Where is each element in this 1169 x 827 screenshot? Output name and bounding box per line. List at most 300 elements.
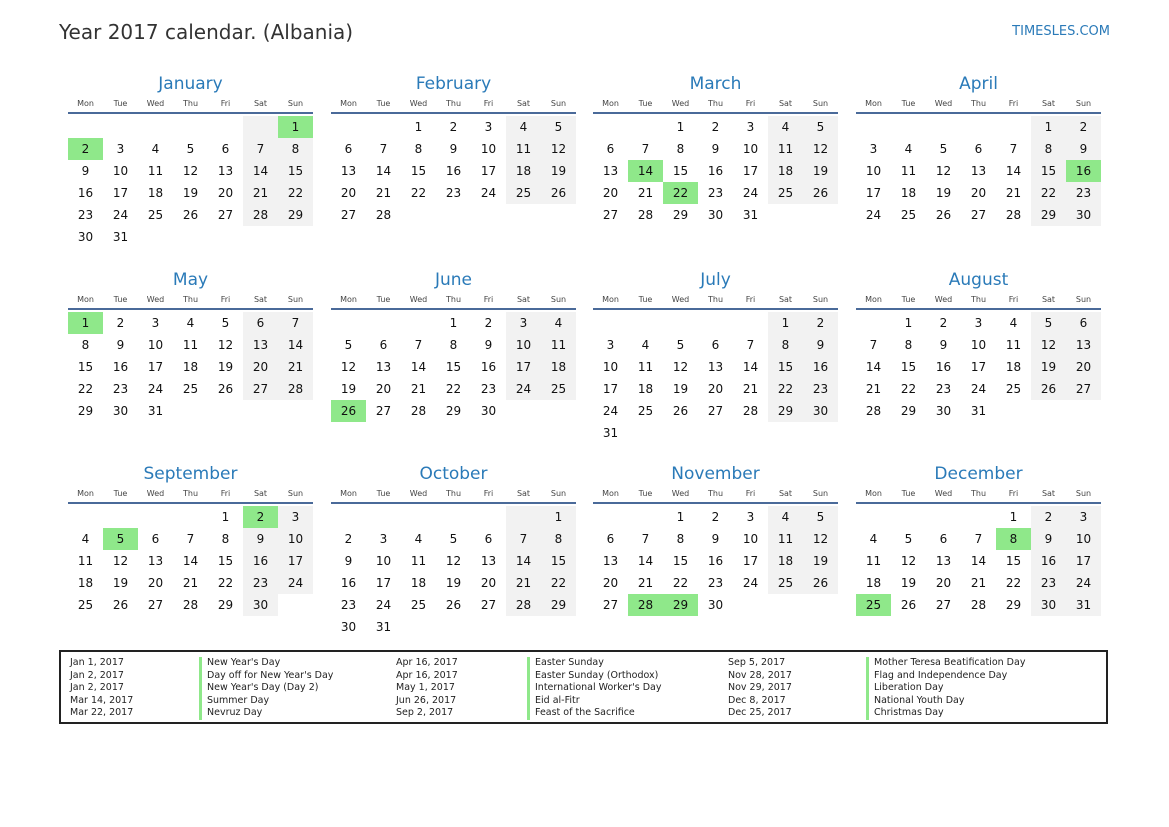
day-cell: 6: [974, 142, 983, 156]
day-cell: 14: [375, 164, 392, 178]
day-cell: 18: [541, 356, 576, 378]
month-name: September: [143, 464, 238, 484]
empty-cell: [366, 116, 401, 138]
weekday-header: Thu: [173, 292, 208, 310]
day-cell: 7: [1009, 142, 1018, 156]
day-cell: 11: [541, 334, 576, 356]
weekday-header: Mon: [68, 292, 103, 310]
day-cell: 28: [506, 594, 541, 616]
day-cell: 10: [112, 164, 129, 178]
day-cell: 16: [243, 550, 278, 572]
holiday-name: National Youth Day: [866, 695, 1025, 708]
holiday-day-cell: 25: [856, 594, 891, 616]
weekday-header: Sun: [803, 486, 838, 504]
weekday-header: Tue: [366, 486, 401, 504]
day-cell: 4: [904, 142, 913, 156]
holiday-date: May 1, 2017: [396, 682, 455, 694]
holiday-dates-column: [70, 657, 133, 720]
day-cell: 11: [182, 338, 199, 352]
weekday-header: Thu: [436, 96, 471, 114]
day-cell: 4: [151, 142, 160, 156]
holiday-date: Dec 8, 2017: [728, 694, 786, 706]
holiday-date: Jan 2, 2017: [70, 682, 124, 694]
weekday-header: Fri: [996, 292, 1031, 310]
day-cell: 10: [1066, 528, 1101, 550]
empty-cell: [68, 506, 103, 528]
day-cell: 9: [243, 528, 278, 550]
day-cell: 28: [410, 404, 427, 418]
day-cell: 27: [147, 598, 164, 612]
day-cell: 21: [278, 356, 313, 378]
empty-cell: [628, 506, 663, 528]
weekday-header: Fri: [208, 486, 243, 504]
day-cell: 20: [602, 186, 619, 200]
day-cell: 24: [742, 576, 759, 590]
day-cell: 21: [182, 576, 199, 590]
empty-cell: [628, 312, 663, 334]
day-cell: 5: [221, 316, 230, 330]
weekday-header: Tue: [103, 486, 138, 504]
day-cell: 15: [278, 160, 313, 182]
day-cell: 30: [112, 404, 129, 418]
empty-cell: [733, 312, 768, 334]
holiday-day-cell: 28: [628, 594, 663, 616]
day-cell: 12: [182, 164, 199, 178]
weekday-header: Sat: [1031, 96, 1066, 114]
day-cell: 12: [1031, 334, 1066, 356]
day-cell: 6: [939, 532, 948, 546]
day-cell: 19: [803, 550, 838, 572]
day-cell: 12: [803, 528, 838, 550]
day-cell: 12: [112, 554, 129, 568]
weekday-header: Sun: [803, 292, 838, 310]
month-name: July: [700, 270, 731, 290]
holiday-day-cell: 29: [663, 594, 698, 616]
holiday-date: Jun 26, 2017: [396, 694, 457, 706]
day-cell: 24: [278, 572, 313, 594]
day-cell: 30: [935, 404, 952, 418]
day-cell: 8: [221, 532, 230, 546]
day-cell: 1: [676, 510, 685, 524]
day-cell: 3: [151, 316, 160, 330]
day-cell: 12: [672, 360, 689, 374]
weekday-header: Sat: [243, 292, 278, 310]
day-cell: 10: [506, 334, 541, 356]
weekday-header: Sun: [278, 96, 313, 114]
month-name: March: [689, 74, 742, 94]
weekday-header: Wed: [401, 486, 436, 504]
day-cell: 10: [970, 338, 987, 352]
day-cell: 12: [445, 554, 462, 568]
day-cell: 3: [606, 338, 615, 352]
day-cell: 18: [1005, 360, 1022, 374]
weekday-header: Fri: [471, 96, 506, 114]
day-cell: 12: [935, 164, 952, 178]
holiday-name: Flag and Independence Day: [866, 670, 1025, 683]
weekday-header: Tue: [628, 292, 663, 310]
day-cell: 21: [637, 186, 654, 200]
holiday-date: Sep 5, 2017: [728, 657, 786, 668]
day-cell: 7: [379, 142, 388, 156]
empty-cell: [173, 116, 208, 138]
day-cell: 8: [278, 138, 313, 160]
day-cell: 19: [112, 576, 129, 590]
holiday-name: Eid al-Fitr: [527, 695, 661, 708]
day-cell: 15: [672, 164, 689, 178]
empty-cell: [506, 506, 541, 528]
day-cell: 27: [602, 208, 619, 222]
holiday-name: Easter Sunday (Orthodox): [527, 670, 661, 683]
day-cell: 25: [1005, 382, 1022, 396]
day-cell: 27: [935, 598, 952, 612]
empty-cell: [138, 116, 173, 138]
day-cell: 16: [707, 554, 724, 568]
day-cell: 21: [506, 572, 541, 594]
month-may: [68, 268, 313, 422]
day-cell: 15: [672, 554, 689, 568]
day-cell: 18: [77, 576, 94, 590]
day-cell: 24: [1066, 572, 1101, 594]
holiday-name: Summer Day: [199, 695, 333, 708]
day-cell: 6: [484, 532, 493, 546]
day-cell: 17: [480, 164, 497, 178]
day-cell: 28: [970, 598, 987, 612]
day-cell: 29: [445, 404, 462, 418]
holiday-day-cell: 22: [663, 182, 698, 204]
day-cell: 5: [803, 506, 838, 528]
month-april: [856, 72, 1101, 226]
day-cell: 8: [449, 338, 458, 352]
day-cell: 20: [375, 382, 392, 396]
day-cell: 6: [243, 312, 278, 334]
day-cell: 3: [484, 120, 493, 134]
day-cell: 16: [445, 164, 462, 178]
day-cell: 25: [147, 208, 164, 222]
day-cell: 1: [414, 120, 423, 134]
day-cell: 11: [768, 138, 803, 160]
day-cell: 8: [541, 528, 576, 550]
day-cell: 11: [900, 164, 917, 178]
month-october: [331, 462, 576, 638]
day-cell: 10: [375, 554, 392, 568]
day-cell: 14: [410, 360, 427, 374]
holiday-name: International Worker's Day: [527, 682, 661, 695]
month-days-grid: [331, 292, 576, 422]
day-cell: 23: [480, 382, 497, 396]
empty-cell: [366, 312, 401, 334]
day-cell: 31: [1066, 594, 1101, 616]
day-cell: 17: [1066, 550, 1101, 572]
day-cell: 26: [803, 572, 838, 594]
day-cell: 6: [344, 142, 353, 156]
weekday-header: Sat: [768, 96, 803, 114]
empty-cell: [593, 116, 628, 138]
day-cell: 3: [379, 532, 388, 546]
weekday-header: Sun: [278, 486, 313, 504]
empty-cell: [628, 116, 663, 138]
month-july: [593, 268, 838, 444]
day-cell: 1: [221, 510, 230, 524]
weekday-header: Sun: [541, 486, 576, 504]
day-cell: 1: [541, 506, 576, 528]
day-cell: 21: [243, 182, 278, 204]
day-cell: 2: [939, 316, 948, 330]
day-cell: 22: [410, 186, 427, 200]
day-cell: 2: [344, 532, 353, 546]
day-cell: 29: [1005, 598, 1022, 612]
day-cell: 17: [742, 554, 759, 568]
day-cell: 22: [77, 382, 94, 396]
day-cell: 2: [449, 120, 458, 134]
day-cell: 25: [768, 182, 803, 204]
weekday-header: Tue: [891, 486, 926, 504]
weekday-header: Wed: [401, 96, 436, 114]
empty-cell: [243, 116, 278, 138]
day-cell: 21: [375, 186, 392, 200]
site-link[interactable]: TIMESLES.COM: [1012, 24, 1110, 39]
weekday-header: Sun: [1066, 96, 1101, 114]
holiday-name: Easter Sunday: [527, 657, 661, 670]
month-days-grid: [856, 292, 1101, 422]
day-cell: 9: [484, 338, 493, 352]
day-cell: 4: [414, 532, 423, 546]
empty-cell: [208, 116, 243, 138]
holiday-day-cell: 1: [68, 312, 103, 334]
weekday-header: Wed: [926, 96, 961, 114]
weekday-header: Sun: [278, 292, 313, 310]
weekday-header: Sat: [506, 96, 541, 114]
month-name: December: [934, 464, 1023, 484]
weekday-header: Sun: [803, 96, 838, 114]
weekday-header: Sat: [768, 486, 803, 504]
weekday-header: Wed: [138, 292, 173, 310]
month-name: January: [158, 74, 223, 94]
day-cell: 24: [112, 208, 129, 222]
day-cell: 31: [742, 208, 759, 222]
day-cell: 26: [1031, 378, 1066, 400]
weekday-header: Mon: [593, 292, 628, 310]
day-cell: 14: [278, 334, 313, 356]
day-cell: 18: [768, 550, 803, 572]
day-cell: 15: [541, 550, 576, 572]
day-cell: 18: [182, 360, 199, 374]
holiday-date: Jan 2, 2017: [70, 669, 124, 681]
day-cell: 11: [1005, 338, 1022, 352]
day-cell: 20: [935, 576, 952, 590]
weekday-header: Wed: [138, 96, 173, 114]
weekday-header: Fri: [996, 96, 1031, 114]
weekday-header: Wed: [401, 292, 436, 310]
day-cell: 6: [221, 142, 230, 156]
day-cell: 28: [742, 404, 759, 418]
holiday-name: Nevruz Day: [199, 707, 333, 720]
weekday-header: Fri: [733, 292, 768, 310]
day-cell: 9: [1031, 528, 1066, 550]
day-cell: 26: [182, 208, 199, 222]
day-cell: 27: [217, 208, 234, 222]
day-cell: 17: [112, 186, 129, 200]
holiday-names-column: [527, 657, 661, 720]
day-cell: 8: [81, 338, 90, 352]
day-cell: 27: [1066, 378, 1101, 400]
weekday-header: Thu: [173, 96, 208, 114]
day-cell: 14: [182, 554, 199, 568]
day-cell: 11: [77, 554, 94, 568]
empty-cell: [138, 506, 173, 528]
day-cell: 26: [541, 182, 576, 204]
weekday-header: Wed: [663, 486, 698, 504]
weekday-header: Tue: [891, 292, 926, 310]
day-cell: 30: [803, 400, 838, 422]
weekday-header: Tue: [366, 96, 401, 114]
empty-cell: [698, 312, 733, 334]
day-cell: 17: [602, 382, 619, 396]
day-cell: 6: [606, 532, 615, 546]
day-cell: 29: [900, 404, 917, 418]
empty-cell: [856, 506, 891, 528]
day-cell: 13: [147, 554, 164, 568]
month-days-grid: [593, 96, 838, 226]
day-cell: 10: [147, 338, 164, 352]
day-cell: 24: [147, 382, 164, 396]
day-cell: 8: [904, 338, 913, 352]
day-cell: 4: [506, 116, 541, 138]
month-days-grid: [593, 292, 838, 444]
holiday-date: Nov 29, 2017: [728, 682, 792, 694]
day-cell: 21: [742, 382, 759, 396]
day-cell: 9: [803, 334, 838, 356]
weekday-header: Wed: [138, 486, 173, 504]
day-cell: 11: [637, 360, 654, 374]
day-cell: 12: [803, 138, 838, 160]
weekday-header: Tue: [628, 486, 663, 504]
day-cell: 24: [970, 382, 987, 396]
weekday-header: Thu: [173, 486, 208, 504]
day-cell: 30: [707, 208, 724, 222]
day-cell: 17: [375, 576, 392, 590]
weekday-header: Thu: [698, 96, 733, 114]
day-cell: 30: [1066, 204, 1101, 226]
day-cell: 2: [484, 316, 493, 330]
day-cell: 6: [711, 338, 720, 352]
weekday-header: Fri: [996, 486, 1031, 504]
month-days-grid: [331, 96, 576, 226]
weekday-header: Thu: [436, 292, 471, 310]
day-cell: 21: [865, 382, 882, 396]
page-title: Year 2017 calendar. (Albania): [59, 20, 354, 44]
weekday-header: Mon: [331, 96, 366, 114]
day-cell: 28: [182, 598, 199, 612]
holiday-date: Sep 2, 2017: [396, 707, 454, 719]
day-cell: 17: [506, 356, 541, 378]
day-cell: 23: [707, 186, 724, 200]
day-cell: 6: [151, 532, 160, 546]
weekday-header: Wed: [926, 292, 961, 310]
holiday-day-cell: 16: [1066, 160, 1101, 182]
weekday-header: Mon: [856, 96, 891, 114]
day-cell: 21: [637, 576, 654, 590]
day-cell: 20: [1066, 356, 1101, 378]
day-cell: 31: [375, 620, 392, 634]
day-cell: 22: [1005, 576, 1022, 590]
weekday-header: Thu: [698, 292, 733, 310]
month-name: August: [948, 270, 1009, 290]
day-cell: 16: [707, 164, 724, 178]
day-cell: 1: [676, 120, 685, 134]
day-cell: 9: [449, 142, 458, 156]
weekday-header: Fri: [471, 486, 506, 504]
day-cell: 30: [1031, 594, 1066, 616]
day-cell: 18: [410, 576, 427, 590]
weekday-header: Wed: [663, 292, 698, 310]
day-cell: 29: [77, 404, 94, 418]
weekday-header: Sat: [506, 486, 541, 504]
holiday-day-cell: 5: [103, 528, 138, 550]
day-cell: 13: [340, 164, 357, 178]
weekday-header: Fri: [733, 96, 768, 114]
day-cell: 2: [803, 312, 838, 334]
day-cell: 23: [340, 598, 357, 612]
day-cell: 8: [676, 532, 685, 546]
holiday-dates-column: [728, 657, 792, 720]
month-days-grid: [856, 96, 1101, 226]
day-cell: 24: [602, 404, 619, 418]
day-cell: 13: [375, 360, 392, 374]
day-cell: 11: [506, 138, 541, 160]
day-cell: 31: [112, 230, 129, 244]
day-cell: 11: [768, 528, 803, 550]
day-cell: 18: [900, 186, 917, 200]
day-cell: 27: [602, 598, 619, 612]
weekday-header: Sat: [1031, 486, 1066, 504]
day-cell: 3: [746, 120, 755, 134]
day-cell: 3: [746, 510, 755, 524]
empty-cell: [891, 116, 926, 138]
day-cell: 26: [445, 598, 462, 612]
day-cell: 23: [77, 208, 94, 222]
day-cell: 27: [243, 378, 278, 400]
day-cell: 20: [147, 576, 164, 590]
day-cell: 9: [344, 554, 353, 568]
holiday-name: Christmas Day: [866, 707, 1025, 720]
day-cell: 7: [974, 532, 983, 546]
day-cell: 4: [1009, 316, 1018, 330]
day-cell: 10: [602, 360, 619, 374]
day-cell: 22: [541, 572, 576, 594]
day-cell: 20: [970, 186, 987, 200]
day-cell: 1: [768, 312, 803, 334]
day-cell: 10: [742, 532, 759, 546]
day-cell: 17: [970, 360, 987, 374]
holiday-day-cell: 14: [628, 160, 663, 182]
day-cell: 27: [375, 404, 392, 418]
day-cell: 7: [869, 338, 878, 352]
day-cell: 25: [77, 598, 94, 612]
day-cell: 26: [112, 598, 129, 612]
empty-cell: [593, 312, 628, 334]
day-cell: 8: [768, 334, 803, 356]
weekday-header: Fri: [471, 292, 506, 310]
empty-cell: [331, 312, 366, 334]
day-cell: 30: [480, 404, 497, 418]
empty-cell: [961, 116, 996, 138]
day-cell: 10: [865, 164, 882, 178]
day-cell: 4: [541, 312, 576, 334]
day-cell: 27: [970, 208, 987, 222]
day-cell: 15: [77, 360, 94, 374]
holiday-name: Day off for New Year's Day: [199, 670, 333, 683]
empty-cell: [366, 506, 401, 528]
